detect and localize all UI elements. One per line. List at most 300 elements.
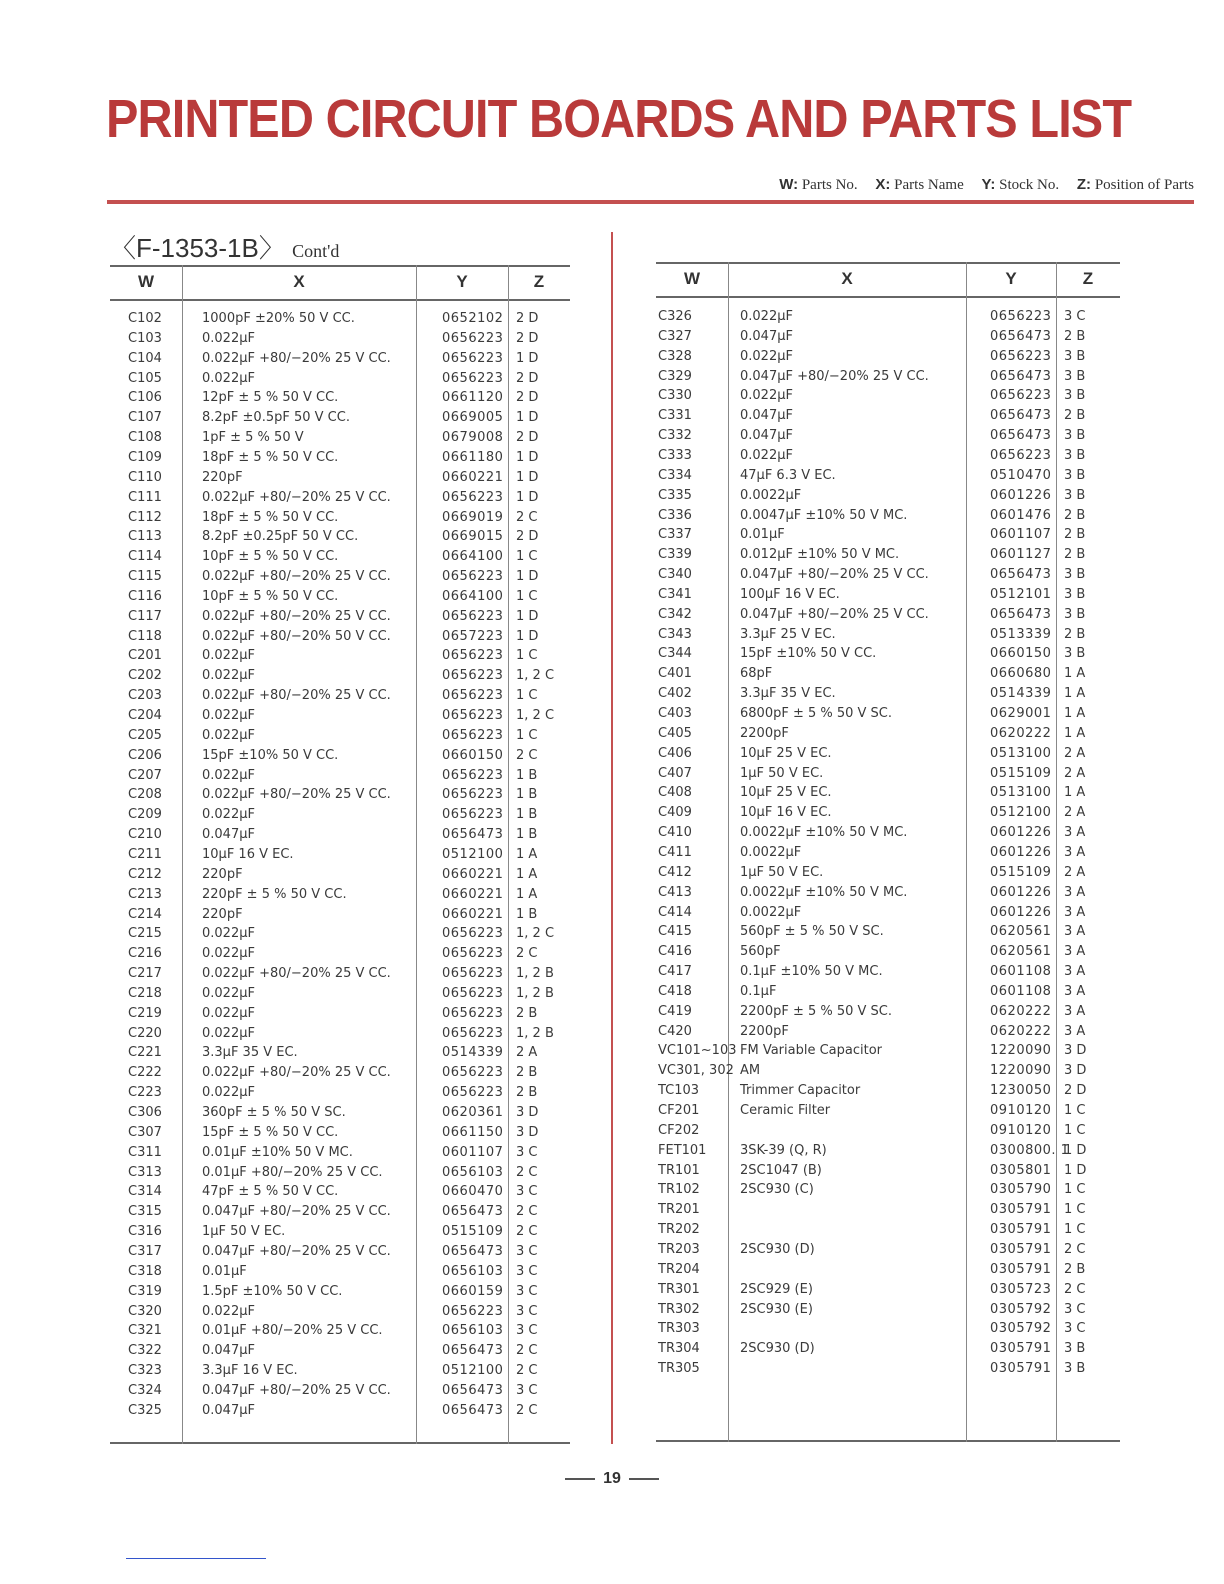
part-name: 0.022μF (202, 1005, 255, 1021)
part-number: C333 (658, 447, 692, 463)
part-name: 2SC930 (C) (740, 1182, 814, 1198)
stock-number: 0513339 (990, 626, 1052, 642)
part-name: 0.022μF +80/−20% 25 V CC. (202, 1065, 391, 1081)
part-number: C408 (658, 785, 692, 801)
part-number: C409 (658, 805, 692, 821)
stock-number: 0513100 (990, 745, 1052, 761)
stock-number: 0656473 (442, 827, 504, 843)
part-number: VC101~103 (658, 1043, 737, 1059)
table-row (110, 1361, 570, 1381)
table-row (110, 1043, 570, 1063)
part-position: 2 B (516, 1005, 538, 1021)
table-row (656, 525, 1120, 545)
table-row (656, 426, 1120, 446)
parts-table-right (656, 262, 1120, 1444)
part-number: C306 (128, 1105, 162, 1120)
part-number: TR201 (658, 1202, 700, 1218)
table-row (656, 1200, 1120, 1220)
part-position: 3 B (1064, 586, 1086, 602)
part-name: 0.01μF ±10% 50 V MC. (202, 1144, 353, 1160)
part-position: 1, 2 B (516, 1025, 554, 1041)
part-position: 1 C (516, 727, 538, 743)
stock-number: 0656223 (442, 708, 504, 723)
header-x: X (841, 269, 853, 288)
part-position: 1, 2 C (516, 926, 555, 942)
part-name: 0.022μF (202, 708, 255, 723)
stock-number: 0620222 (990, 1003, 1052, 1019)
part-number: C410 (658, 825, 692, 841)
table-row (656, 327, 1120, 347)
part-number: FET101 (658, 1142, 707, 1158)
header-y: Y (456, 272, 468, 291)
stock-number: 0660221 (442, 906, 504, 922)
part-number: C206 (128, 747, 162, 763)
legend-key-w: W: (779, 176, 799, 193)
stock-number: 0656473 (990, 428, 1052, 444)
part-number: C208 (128, 787, 162, 803)
part-position: 2 D (516, 311, 539, 326)
header-z: Z (533, 272, 545, 291)
stock-number: 0661150 (442, 1124, 504, 1140)
part-position: 3 B (1064, 388, 1086, 404)
part-number: C106 (128, 390, 162, 406)
part-position: 2 D (1064, 1083, 1087, 1099)
part-position: 3 B (1064, 348, 1086, 364)
stock-number: 0656103 (442, 1323, 504, 1339)
part-number: C336 (658, 507, 692, 523)
part-position: 1 D (516, 350, 539, 366)
table-row (110, 527, 570, 547)
part-position: 2 C (516, 1164, 538, 1180)
part-name: 10μF 16 V EC. (202, 846, 294, 862)
part-position: 3 D (516, 1105, 539, 1120)
part-position: 2 B (1064, 328, 1086, 344)
part-position: 2 A (1064, 805, 1086, 821)
part-name: 0.0022μF (740, 904, 802, 920)
part-number: C337 (658, 527, 692, 543)
part-number: C213 (128, 886, 162, 902)
part-number: C413 (658, 884, 692, 900)
stock-number: 0515109 (990, 765, 1052, 781)
part-name: 3.3μF 35 V EC. (740, 686, 836, 702)
part-number: C403 (658, 706, 692, 721)
part-name: 0.022μF (202, 668, 255, 684)
part-name: 1000pF ±20% 50 V CC. (202, 311, 355, 326)
stock-number: 0601108 (990, 964, 1052, 980)
part-position: 1 A (1064, 686, 1086, 702)
legend-label-x: Parts Name (894, 177, 964, 193)
part-position: 1 A (1064, 785, 1086, 801)
table-row (110, 905, 570, 925)
stock-number: 0656223 (442, 370, 504, 386)
table-row (656, 1121, 1120, 1141)
part-name: 0.01μF +80/−20% 25 V CC. (202, 1323, 383, 1339)
part-name: 0.022μF (740, 348, 793, 364)
table-row (110, 1163, 570, 1183)
table-row (656, 724, 1120, 744)
section-heading (110, 228, 339, 265)
part-position: 1 C (1064, 1222, 1086, 1238)
stock-number: 0656223 (442, 946, 504, 962)
part-name: 3.3μF 16 V EC. (202, 1363, 298, 1379)
part-position: 1 D (516, 628, 539, 644)
stock-number: 0656103 (442, 1164, 504, 1180)
part-name: 2SC929 (E) (740, 1281, 813, 1297)
part-name: 0.022μF +80/−20% 25 V CC. (202, 787, 391, 803)
stock-number: 0620361 (442, 1105, 504, 1120)
part-number: C221 (128, 1045, 162, 1061)
part-number: C334 (658, 467, 692, 483)
table-row (656, 367, 1120, 387)
stock-number: 0305792 (990, 1301, 1052, 1317)
stock-number: 1220090 (990, 1043, 1052, 1059)
table-row (110, 1282, 570, 1302)
part-number: TR303 (658, 1321, 700, 1337)
stock-number: 0515109 (990, 864, 1052, 880)
part-number: C218 (128, 985, 162, 1001)
part-number: C219 (128, 1005, 162, 1021)
part-position: 3 B (1064, 447, 1086, 463)
table-row (110, 964, 570, 984)
part-position: 3 A (1064, 825, 1086, 841)
table-row (656, 1220, 1120, 1240)
part-number: C324 (128, 1382, 162, 1398)
part-position: 2 A (1064, 745, 1086, 761)
part-number: C317 (128, 1243, 162, 1259)
part-name: 220pF (202, 906, 243, 922)
stock-number: 0656473 (442, 1402, 504, 1418)
part-number: C330 (658, 388, 692, 404)
part-number: C401 (658, 666, 692, 682)
table-row (110, 508, 570, 528)
part-name: 18pF ± 5 % 50 V CC. (202, 509, 339, 525)
part-name: 18pF ± 5 % 50 V CC. (202, 449, 339, 465)
table-row (110, 1381, 570, 1401)
table-row (656, 863, 1120, 883)
part-name: 0.047μF (202, 1402, 255, 1418)
part-number: C323 (128, 1363, 162, 1379)
part-number: C205 (128, 727, 162, 743)
table-row (656, 764, 1120, 784)
stock-number: 0512100 (990, 805, 1052, 821)
part-position: 3 A (1064, 924, 1086, 940)
part-number: C307 (128, 1124, 162, 1140)
stock-number: 0656223 (442, 1005, 504, 1021)
table-row (110, 766, 570, 786)
stock-number: 0656223 (442, 330, 504, 346)
stock-number: 0660150 (442, 747, 504, 763)
part-name: 1μF 50 V EC. (202, 1224, 286, 1240)
part-name: 0.047μF (740, 428, 793, 444)
stock-number: 0601108 (990, 983, 1052, 999)
stock-number: 0656223 (442, 1065, 504, 1081)
part-position: 3 C (516, 1283, 538, 1299)
part-position: 2 B (1064, 507, 1086, 523)
header-x: X (293, 272, 305, 291)
stock-number: 0305791 (990, 1341, 1052, 1357)
part-name: 0.01μF (202, 1263, 247, 1279)
part-name: 0.022μF (202, 767, 255, 783)
part-position: 1 C (516, 688, 538, 704)
table-row (656, 625, 1120, 645)
part-position: 3 A (1064, 964, 1086, 980)
page-number-footer (0, 1470, 1224, 1488)
table-row (110, 448, 570, 468)
stock-number: 0629001 (990, 706, 1052, 721)
stock-number: 0305791 (990, 1261, 1052, 1277)
part-number: TR102 (658, 1182, 700, 1198)
part-name: 68pF (740, 666, 773, 682)
part-position: 1 A (1064, 666, 1086, 682)
part-number: TR305 (658, 1361, 700, 1377)
table-row (656, 605, 1120, 625)
stock-number: 0656223 (442, 489, 504, 505)
part-position: 3 A (1064, 944, 1086, 960)
table-row (110, 408, 570, 428)
stock-number: 0601107 (990, 527, 1052, 543)
part-name: 0.022μF (202, 926, 255, 942)
part-name: 2SC930 (E) (740, 1301, 813, 1317)
table-row (110, 587, 570, 607)
part-position: 2 C (516, 509, 538, 525)
part-name: 220pF (202, 469, 243, 485)
part-name: 2200pF (740, 1023, 789, 1039)
stock-number: 0910120 (990, 1103, 1052, 1118)
part-position: 2 A (516, 1045, 538, 1061)
part-position: 3 B (1064, 1361, 1086, 1377)
part-name: 0.022μF (202, 648, 255, 664)
stock-number: 0679008 (442, 430, 504, 446)
part-position: 2 D (516, 330, 539, 346)
legend-key-x: X: (875, 176, 891, 193)
part-name: 100μF 16 V EC. (740, 586, 840, 602)
table-row (656, 962, 1120, 982)
table-row (110, 1242, 570, 1262)
stock-number: 0601226 (990, 844, 1052, 860)
table-row (656, 1161, 1120, 1181)
part-number: C326 (658, 309, 692, 324)
part-number: C415 (658, 924, 692, 940)
part-number: C402 (658, 686, 692, 702)
part-position: 1 C (1064, 1182, 1086, 1198)
table-row (110, 1004, 570, 1024)
part-position: 2 B (1064, 408, 1086, 424)
part-position: 3 B (1064, 646, 1086, 662)
table-row (110, 488, 570, 508)
part-number: C115 (128, 569, 162, 585)
stock-number: 0656223 (442, 727, 504, 743)
part-name: 0.01μF (740, 527, 785, 543)
legend-key-y: Y: (981, 176, 996, 193)
part-number: C335 (658, 487, 692, 503)
part-number: C103 (128, 330, 162, 346)
stock-number: 0656223 (442, 807, 504, 823)
table-row (110, 646, 570, 666)
part-position: 1 C (516, 549, 538, 565)
part-name: 0.022μF (740, 447, 793, 463)
part-number: C327 (658, 328, 692, 344)
stock-number: 0305791 (990, 1241, 1052, 1257)
part-name: 0.022μF +80/−20% 25 V CC. (202, 489, 391, 505)
table-row (656, 684, 1120, 704)
part-position: 1 A (1064, 706, 1086, 721)
stock-number: 0510470 (990, 467, 1052, 483)
stock-number: 0512100 (442, 1363, 504, 1379)
part-name: 0.047μF +80/−20% 25 V CC. (202, 1204, 391, 1220)
part-number: TR304 (658, 1341, 700, 1357)
stock-number: 0601127 (990, 547, 1052, 563)
part-number: C316 (128, 1224, 162, 1240)
table-row (110, 686, 570, 706)
part-name: 0.022μF +80/−20% 25 V CC. (202, 569, 391, 585)
table-row (656, 744, 1120, 764)
part-position: 3 B (1064, 467, 1086, 483)
part-number: C331 (658, 408, 692, 424)
part-name: 0.047μF +80/−20% 25 V CC. (740, 606, 929, 622)
table-row (110, 1143, 570, 1163)
table-row (656, 783, 1120, 803)
part-position: 3 B (1064, 1341, 1086, 1357)
part-position: 2 C (516, 946, 538, 962)
part-position: 1, 2 B (516, 985, 554, 1001)
table-row (110, 1401, 570, 1421)
part-name: 47pF ± 5 % 50 V CC. (202, 1184, 339, 1200)
stock-number: 0656473 (990, 408, 1052, 424)
part-position: 1 C (1064, 1122, 1086, 1138)
part-number: C201 (128, 648, 162, 664)
part-name: 2SC930 (D) (740, 1341, 815, 1357)
stock-number: 0664100 (442, 588, 504, 604)
part-number: C203 (128, 688, 162, 704)
part-position: 3 C (516, 1243, 538, 1259)
table-row (656, 486, 1120, 506)
table-row (110, 885, 570, 905)
table-row (110, 805, 570, 825)
part-position: 2 A (1064, 864, 1086, 880)
part-name: 0.022μF (202, 330, 255, 346)
table-row (110, 1262, 570, 1282)
part-position: 3 B (1064, 567, 1086, 583)
table-row (110, 924, 570, 944)
table-row (110, 1302, 570, 1322)
stock-number: 0656223 (442, 688, 504, 704)
table-row (110, 1083, 570, 1103)
part-position: 3 A (1064, 904, 1086, 920)
stock-number: 0300800. 1 (990, 1142, 1070, 1158)
stock-number: 0656223 (990, 447, 1052, 463)
part-number: TR101 (658, 1162, 700, 1178)
table-row (656, 545, 1120, 565)
part-position: 1 B (516, 827, 538, 843)
stock-number: 0660221 (442, 866, 504, 882)
part-position: 1 A (1064, 725, 1086, 741)
table-row (110, 567, 570, 587)
part-position: 3 A (1064, 1023, 1086, 1039)
part-position: 3 C (1064, 1301, 1086, 1317)
part-number: C116 (128, 588, 162, 604)
table-row (110, 825, 570, 845)
part-position: 3 A (1064, 983, 1086, 999)
part-number: C104 (128, 350, 162, 366)
part-position: 2 B (1064, 527, 1086, 543)
part-name: 12pF ± 5 % 50 V CC. (202, 390, 339, 406)
part-number: TR203 (658, 1241, 700, 1257)
part-name: 0.022μF (202, 727, 255, 743)
part-number: TR202 (658, 1222, 700, 1238)
part-position: 1 C (1064, 1202, 1086, 1218)
stock-number: 0656223 (442, 767, 504, 783)
table-row (656, 644, 1120, 664)
table-row (110, 944, 570, 964)
stock-number: 0656223 (990, 348, 1052, 364)
part-number: C207 (128, 767, 162, 783)
part-position: 2 C (516, 1402, 538, 1418)
stock-number: 0601226 (990, 487, 1052, 503)
part-number: C214 (128, 906, 162, 922)
part-number: C108 (128, 430, 162, 446)
stock-number: 0620561 (990, 924, 1052, 940)
part-number: C107 (128, 410, 162, 426)
part-name: 0.022μF +80/−20% 50 V CC. (202, 628, 391, 644)
part-position: 2 D (516, 390, 539, 406)
part-number: C223 (128, 1085, 162, 1101)
part-number: C211 (128, 846, 162, 862)
table-row (656, 903, 1120, 923)
table-row (110, 1202, 570, 1222)
part-name: 0.022μF (202, 1025, 255, 1041)
stock-number: 0656223 (442, 1025, 504, 1041)
table-row (110, 547, 570, 567)
part-number: C325 (128, 1402, 162, 1418)
part-name: 0.047μF (202, 827, 255, 843)
part-name: AM (740, 1063, 761, 1079)
stock-number: 0656473 (442, 1204, 504, 1220)
stock-number: 0620561 (990, 944, 1052, 960)
part-number: C407 (658, 765, 692, 781)
part-number: C329 (658, 368, 692, 384)
part-name: 10μF 16 V EC. (740, 805, 832, 821)
table-row (656, 1022, 1120, 1042)
part-name: 0.022μF (202, 985, 255, 1001)
part-name: 0.0022μF (740, 487, 802, 503)
part-position: 1 D (516, 410, 539, 426)
table-row (656, 347, 1120, 367)
part-number: C109 (128, 449, 162, 465)
part-number: C118 (128, 628, 162, 644)
table-row (110, 785, 570, 805)
part-position: 2 B (516, 1085, 538, 1101)
part-position: 1 D (516, 489, 539, 505)
part-number: C414 (658, 904, 692, 920)
stock-number: 0515109 (442, 1224, 504, 1240)
table-row (656, 406, 1120, 426)
part-number: CF202 (658, 1122, 700, 1138)
part-name: 10pF ± 5 % 50 V CC. (202, 549, 339, 565)
part-position: 3 C (516, 1323, 538, 1339)
table-row (656, 1359, 1120, 1379)
header-y: Y (1005, 269, 1017, 288)
table-row (110, 607, 570, 627)
table-row (656, 1260, 1120, 1280)
part-name: 0.047μF (740, 408, 793, 424)
part-position: 1 B (516, 787, 538, 803)
part-position: 1 B (516, 906, 538, 922)
part-position: 2 D (516, 430, 539, 446)
table-row (110, 1182, 570, 1202)
part-number: C417 (658, 964, 692, 980)
table-row (110, 1024, 570, 1044)
stock-number: 0656223 (442, 569, 504, 585)
